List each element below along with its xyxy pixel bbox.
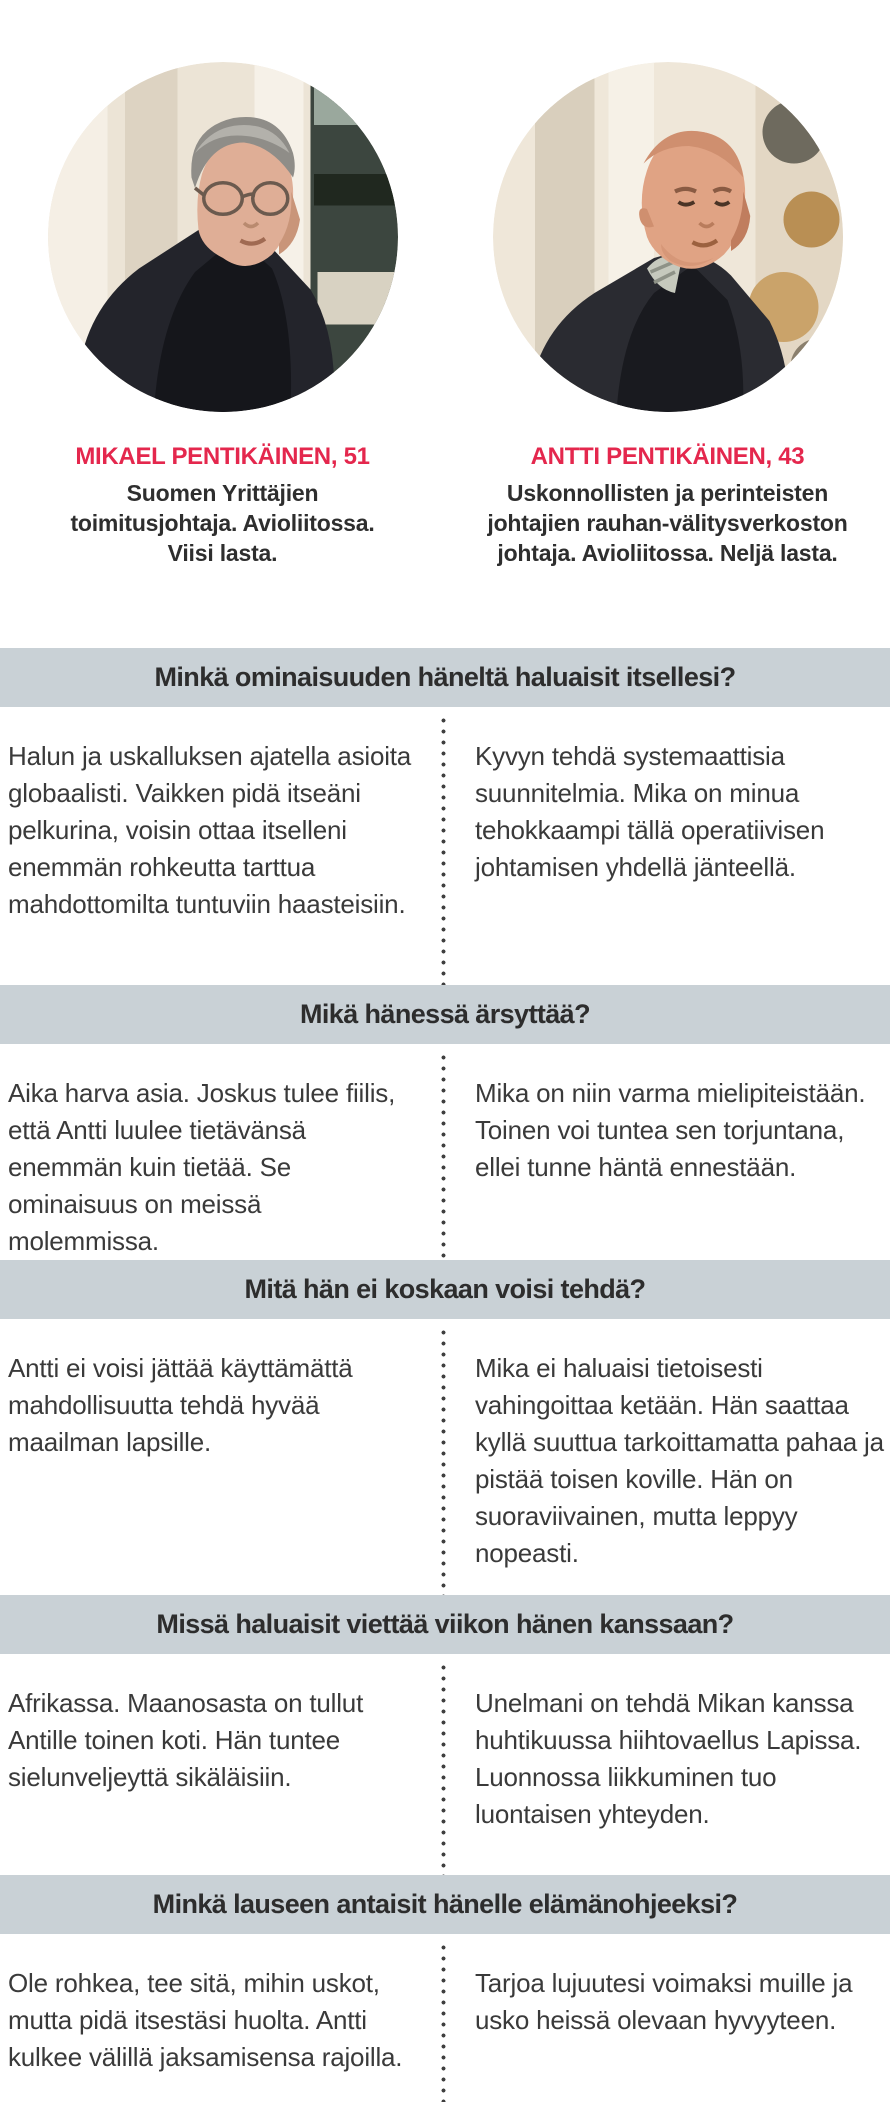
dotted-column-divider xyxy=(441,1327,446,1595)
qa-section-2 xyxy=(0,985,890,1260)
question-text: Mitä hän ei koskaan voisi tehdä? xyxy=(244,1274,646,1304)
answer-mikael: Halun ja uskalluksen ajatella asioita globaalisti. Vaikken pidä itseäni pelkurina, voisin ottaa itselleni enemmän rohkeutta tarttua mahdottomilta tuntuviin haasteisiin. xyxy=(8,741,412,919)
portrait-photo-antti xyxy=(493,62,843,412)
dotted-column-divider xyxy=(441,715,446,985)
answer-mikael: Ole rohkea, tee sitä, mihin uskot, mutta pidä itsestäsi huolta. Antti kulkee välillä jaksamisensa rajoilla. xyxy=(8,1968,403,2072)
question-text: Missä haluaisit viettää viikon hänen kanssaan? xyxy=(156,1609,734,1639)
question-bar xyxy=(0,1260,890,1319)
question-text: Minkä lauseen antaisit hänelle elämänohjeeksi? xyxy=(152,1889,738,1919)
answer-mikael: Afrikassa. Maanosasta on tullut Antille toinen koti. Hän tuntee sielunveljeyttä sikäläisiin. xyxy=(8,1688,364,1792)
question-bar xyxy=(0,648,890,707)
person-name: ANTTI PENTIKÄINEN, 43 xyxy=(530,443,805,470)
question-text: Minkä ominaisuuden häneltä haluaisit itsellesi? xyxy=(154,662,736,692)
person-description: Uskonnollisten ja perinteisten johtajien rauhan-välitysverkoston johtaja. Avioliitossa. Neljä lasta. xyxy=(487,480,848,566)
question-bar xyxy=(0,1875,890,1934)
person-card-mikael xyxy=(0,0,445,648)
man-with-glasses-portrait-illustration xyxy=(48,62,398,412)
person-description: Suomen Yrittäjien toimitusjohtaja. Avioliitossa. Viisi lasta. xyxy=(70,480,375,566)
answers-row xyxy=(0,1319,890,1595)
dotted-column-divider xyxy=(441,1052,446,1260)
answer-antti: Kyvyn tehdä systemaattisia suunnitelmia. Mika on minua tehokkaampi tällä operatiivisen johtamisen yhdellä jänteellä. xyxy=(475,741,825,882)
answers-row xyxy=(0,1654,890,1875)
answer-antti: Unelmani on tehdä Mikan kanssa huhtikuussa hiihtovaellus Lapissa. Luonnossa liikkuminen tuo luontaisen yhteyden. xyxy=(475,1688,862,1829)
portrait-photo-mikael xyxy=(48,62,398,412)
answer-antti: Tarjoa lujuutesi voimaksi muille ja usko heissä olevaan hyvyyteen. xyxy=(475,1968,853,2035)
question-bar xyxy=(0,1595,890,1654)
qa-section-1 xyxy=(0,648,890,985)
answer-antti: Mika ei haluaisi tietoisesti vahingoittaa ketään. Hän saattaa kyllä suuttua tarkoittamatta pahaa ja pistää toisen koville. Hän on suoraviivainen, mutta leppyy nopeasti. xyxy=(475,1353,884,1568)
dotted-column-divider xyxy=(441,1942,446,2102)
question-bar xyxy=(0,985,890,1044)
answers-row xyxy=(0,1934,890,2102)
bald-man-portrait-illustration xyxy=(493,62,843,412)
qa-section-5 xyxy=(0,1875,890,2102)
answer-antti: Mika on niin varma mielipiteistään. Toinen voi tuntea sen torjuntana, ellei tunne häntä ennestään. xyxy=(475,1078,866,1182)
question-text: Mikä hänessä ärsyttää? xyxy=(300,999,590,1029)
person-card-antti xyxy=(445,0,890,648)
dotted-column-divider xyxy=(441,1662,446,1875)
people-header xyxy=(0,0,890,648)
answers-row xyxy=(0,707,890,985)
answer-mikael: Antti ei voisi jättää käyttämättä mahdollisuutta tehdä hyvää maailman lapsille. xyxy=(8,1353,353,1457)
answers-row xyxy=(0,1044,890,1260)
qa-section-3 xyxy=(0,1260,890,1595)
qa-section-4 xyxy=(0,1595,890,1875)
person-name: MIKAEL PENTIKÄINEN, 51 xyxy=(75,443,370,470)
answer-mikael: Aika harva asia. Joskus tulee fiilis, että Antti luulee tietävänsä enemmän kuin tietää. Se ominaisuus on meissä molemmissa. xyxy=(8,1078,396,1256)
